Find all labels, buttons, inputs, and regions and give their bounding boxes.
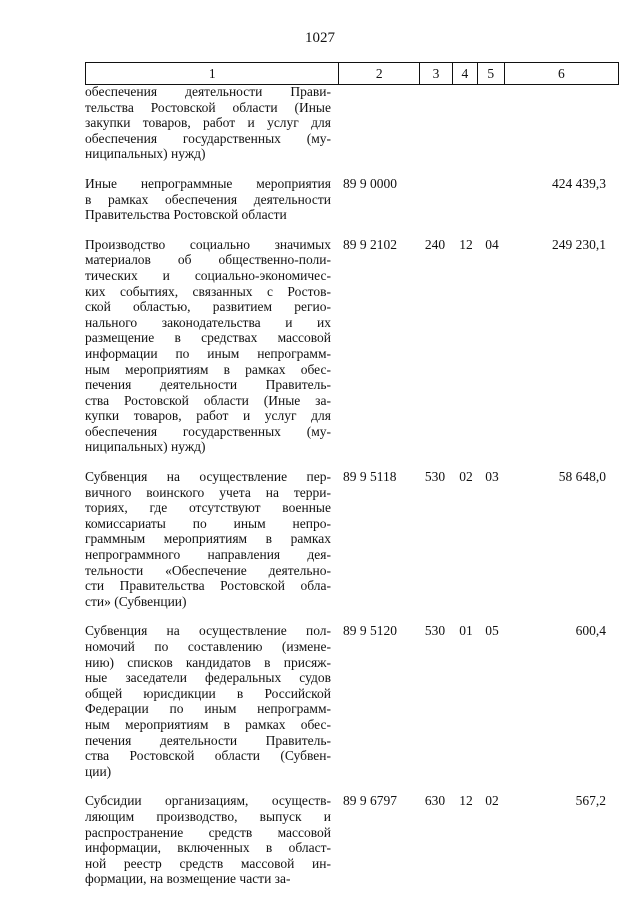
description-line: распространение средств массовой — [85, 824, 331, 840]
description-line: ториях, где отсутствуют военные — [85, 500, 331, 516]
row-description — [85, 237, 331, 455]
description-line: ниципальных) нужд) — [85, 439, 206, 455]
description-line: ным мероприятиям в рамках обес- — [85, 716, 331, 732]
target-article-code: 89 9 5118 — [343, 469, 397, 485]
description-line: ства Ростовской области (Иные за- — [85, 392, 331, 408]
description-line: нию) списков кандидатов в присяж- — [85, 654, 331, 670]
description-line: ные заседатели федеральных судов — [85, 670, 331, 686]
table-header — [85, 62, 619, 85]
section: 01 — [459, 623, 473, 639]
description-line: Иные непрограммные мероприятия — [85, 175, 331, 191]
subsection: 02 — [485, 793, 499, 809]
expense-type: 530 — [424, 469, 446, 485]
description-line: тельства Ростовской области (Иные — [85, 99, 331, 115]
description-line: тических и социально-экономичес- — [85, 267, 331, 283]
column-header-1: 1 — [86, 63, 339, 85]
description-line: сти» (Субвенции) — [85, 593, 187, 609]
description-line: Субсидии организациям, осуществ- — [85, 793, 331, 809]
expense-type: 530 — [424, 623, 446, 639]
column-header-2: 2 — [339, 63, 420, 85]
description-line: сти Правительства Ростовской обла- — [85, 578, 331, 594]
description-line: тельности «Обеспечение деятельно- — [85, 562, 331, 578]
table-row — [85, 793, 620, 887]
description-line: граммным мероприятиям в рамках — [85, 531, 331, 547]
description-line: обеспечения государственных (му- — [85, 423, 331, 439]
description-line: размещение в средствах массовой — [85, 330, 331, 346]
target-article-code: 89 9 2102 — [343, 236, 397, 252]
description-line: Субвенция на осуществление пол- — [85, 623, 331, 639]
column-header-4: 4 — [452, 63, 477, 85]
expense-type: 240 — [424, 236, 446, 252]
description-line: общей юрисдикции в Российской — [85, 685, 331, 701]
target-article-code: 89 9 0000 — [343, 175, 397, 191]
table-body — [85, 84, 620, 901]
section: 12 — [459, 236, 473, 252]
description-line: закупки товаров, работ и услуг для — [85, 115, 331, 131]
target-article-code: 89 9 6797 — [343, 793, 397, 809]
column-header-6: 6 — [504, 63, 618, 85]
table-row — [85, 469, 620, 609]
description-line: ным мероприятиям в рамках обес- — [85, 361, 331, 377]
description-line: Производство социально значимых — [85, 236, 331, 252]
description-line: печения деятельности Правитель- — [85, 377, 331, 393]
amount: 600,4 — [575, 623, 606, 639]
amount: 58 648,0 — [558, 469, 606, 485]
row-description — [85, 623, 331, 779]
subsection: 03 — [485, 469, 499, 485]
section: 12 — [459, 793, 473, 809]
description-line: Федерации по иным непрограмм- — [85, 701, 331, 717]
description-line: формации, на возмещение части за- — [85, 871, 291, 887]
description-line: купки товаров, работ и услуг для — [85, 408, 331, 424]
subsection: 04 — [485, 236, 499, 252]
column-header-3: 3 — [420, 63, 453, 85]
amount: 424 439,3 — [552, 175, 606, 191]
subsection: 05 — [485, 623, 499, 639]
description-line: вичного воинского учета на терри- — [85, 484, 331, 500]
description-line: информации по иным непрограмм- — [85, 345, 331, 361]
table-row — [85, 176, 620, 223]
description-line: Субвенция на осуществление пер- — [85, 469, 331, 485]
description-line: материалов об общественно-поли- — [85, 252, 331, 268]
row-description — [85, 469, 331, 609]
description-line: информации, включенных в област- — [85, 840, 331, 856]
description-line: ства Ростовской области (Субвен- — [85, 748, 331, 764]
description-line: ной реестр средств массовой ин- — [85, 855, 331, 871]
row-description — [85, 84, 331, 162]
description-line: в рамках обеспечения деятельности — [85, 191, 331, 207]
description-line: нального законодательства и их — [85, 314, 331, 330]
description-line: номочий по составлению (измене- — [85, 639, 331, 654]
description-line: Правительства Ростовской области — [85, 207, 287, 223]
description-line: ской областью, развитием регио- — [85, 299, 331, 315]
description-line: ции) — [85, 763, 112, 779]
row-description — [85, 793, 331, 887]
table-row — [85, 237, 620, 455]
description-line: обеспечения деятельности Прави- — [85, 84, 331, 99]
page-number: 1027 — [305, 30, 335, 46]
amount: 567,2 — [575, 793, 606, 809]
row-description — [85, 176, 331, 223]
amount: 249 230,1 — [552, 236, 606, 252]
description-line: ких событиях, связанных с Ростов- — [85, 283, 331, 299]
description-line: обеспечения государственных (му- — [85, 130, 331, 146]
table-row — [85, 623, 620, 779]
column-header-5: 5 — [477, 63, 504, 85]
target-article-code: 89 9 5120 — [343, 623, 397, 639]
description-line: комиссариаты по иным непро- — [85, 515, 331, 531]
description-line: печения деятельности Правитель- — [85, 732, 331, 748]
description-line: непрограммного направления дея- — [85, 547, 331, 563]
table-row — [85, 84, 620, 162]
expense-type: 630 — [424, 793, 446, 809]
description-line: ляющим производство, выпуск и — [85, 808, 331, 824]
section: 02 — [459, 469, 473, 485]
description-line: ниципальных) нужд) — [85, 146, 206, 162]
